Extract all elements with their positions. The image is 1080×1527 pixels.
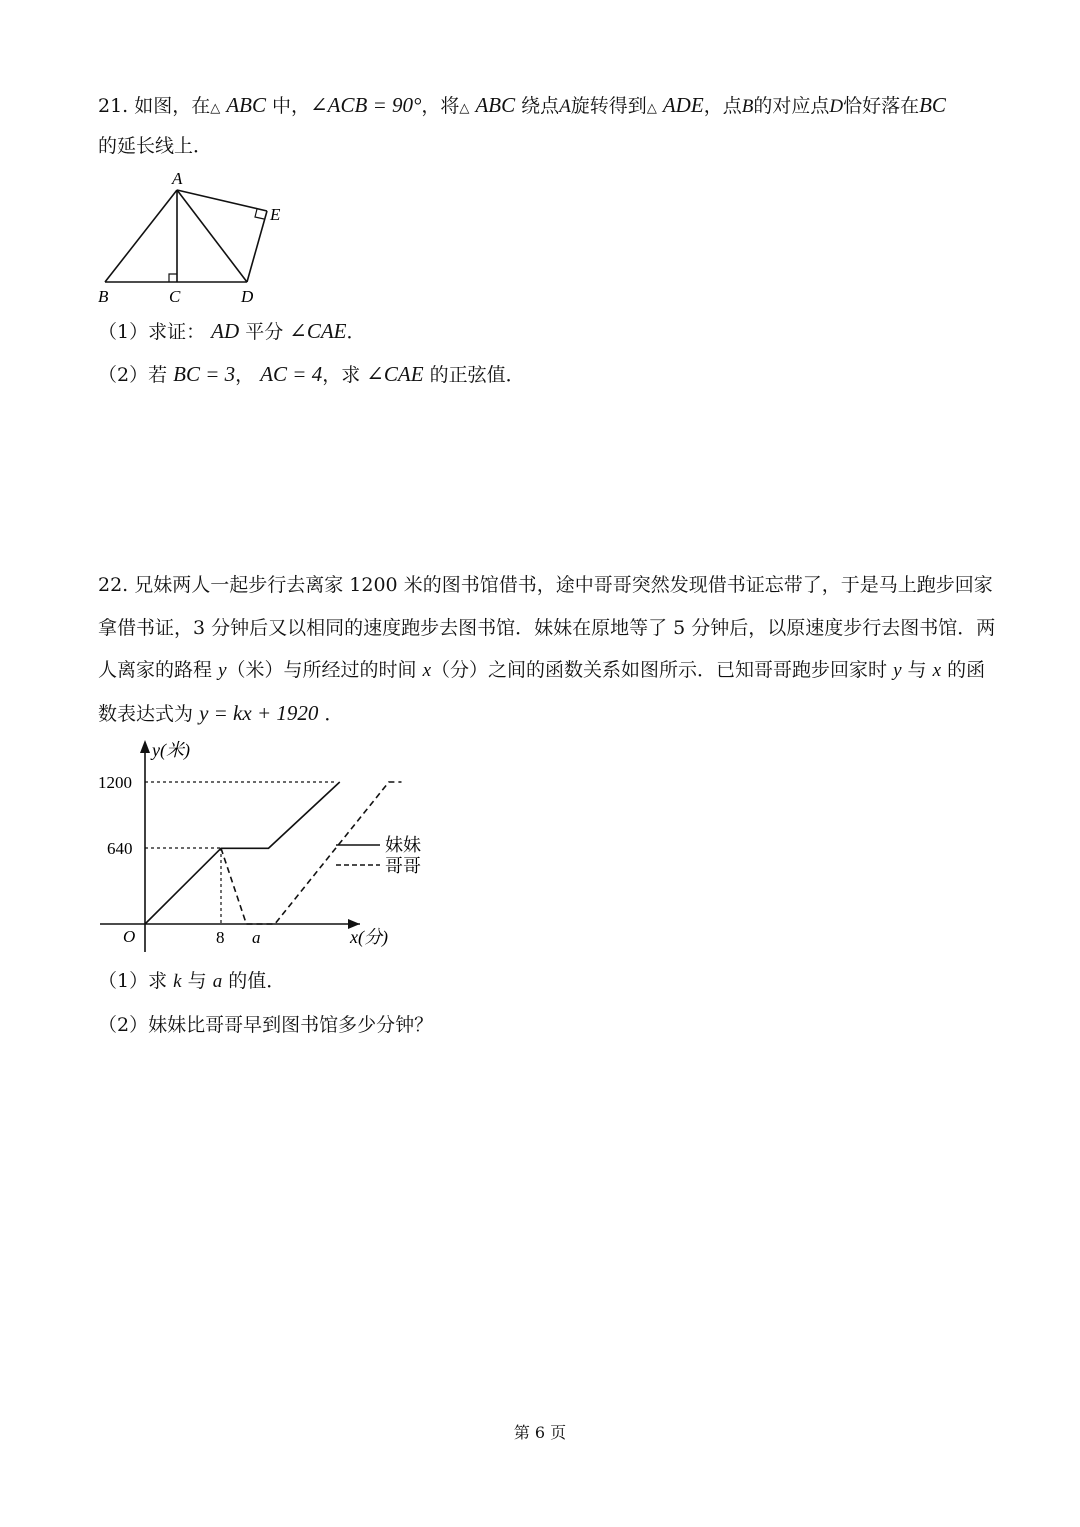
legend-label-brother: 哥哥 — [385, 856, 421, 876]
label-E: E — [270, 205, 281, 224]
y-tick-640: 640 — [107, 839, 133, 858]
series-line-sister — [145, 782, 340, 924]
x-tick-a: a — [252, 928, 261, 947]
label-D: D — [241, 287, 254, 306]
q21-triangle-figure — [95, 168, 295, 308]
x-tick-8: 8 — [216, 928, 225, 947]
label-C: C — [169, 287, 181, 306]
q22-line3: 人离家的路程 y（米）与所经过的时间 x（分）之间的函数关系如图所示．已知哥哥跑步回家时 y 与 x 的函 — [98, 659, 986, 681]
origin-label: O — [123, 927, 136, 946]
series-line-brother — [221, 782, 402, 924]
x-axis-label: x(分) — [350, 927, 388, 947]
q21-line2: 的延长线上． — [98, 135, 213, 157]
q22-sub2: （2）妹妹比哥哥早到图书馆多少分钟？ — [98, 1014, 434, 1036]
label-A: A — [172, 169, 183, 188]
q22-sub1: （1）求 k 与 a 的值． — [98, 970, 286, 992]
legend-label-sister: 妹妹 — [385, 835, 421, 855]
q22-line2: 拿借书证，3 分钟后又以相同的速度跑步去图书馆．妹妹在原地等了 5 分钟后，以原速度步行去图书馆．两 — [98, 617, 996, 639]
q21-sub2: （2）若 BC = 3， AC = 4，求 ∠CAE 的正弦值． — [98, 362, 525, 386]
label-B: B — [98, 287, 109, 306]
q22-line4: 数表达式为 y = kx + 1920 ． — [98, 701, 344, 725]
q21-sub1: （1）求证： AD 平分 ∠CAE． — [98, 319, 366, 343]
y-tick-1200: 1200 — [98, 773, 132, 792]
q21-line1: 21. 如图，在△ ABC 中，∠ACB = 90°，将△ ABC 绕点A旋转得到△ ADE，点B的对应点D恰好落在BC — [98, 93, 946, 117]
q22-line1: 22. 兄妹两人一起步行去离家 1200 米的图书馆借书，途中哥哥突然发现借书证忘带了，于是马上跑步回家 — [98, 574, 993, 596]
y-axis-label: y(米) — [152, 740, 190, 760]
q22-distance-time-chart — [95, 735, 435, 960]
page-footer: 第 6 页 — [513, 1423, 567, 1442]
